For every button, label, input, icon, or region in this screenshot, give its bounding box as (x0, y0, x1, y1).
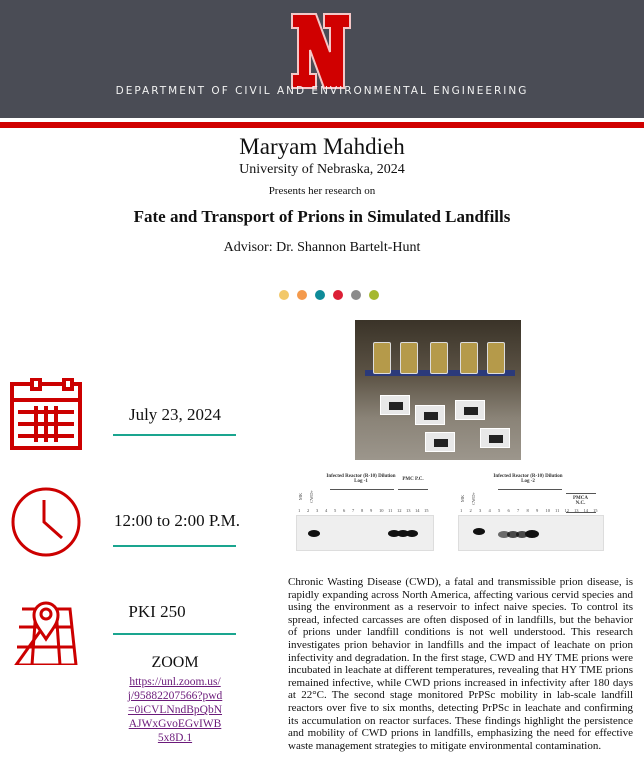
decorative-dot (333, 290, 343, 300)
lane-number: 15 (424, 508, 429, 513)
lane-number: 6 (343, 508, 346, 513)
map-location-icon (14, 595, 78, 665)
zoom-link[interactable]: https://unl.zoom.us/j/95882207566?pwd=0iCVLNndBpQbNAJWxGvoEGvIWB5x8D.1 (127, 676, 223, 744)
talk-title: Fate and Transport of Prions in Simulated Landfills (133, 207, 511, 226)
lane-name: CWD+ (471, 491, 477, 506)
lane-number: 9 (370, 508, 373, 513)
lane-number: 7 (352, 508, 355, 513)
decorative-dot (369, 290, 379, 300)
blot-group-label: Infected Reactor (R-10) Dilution Log -1 (326, 474, 396, 484)
lane-number: 13 (406, 508, 411, 513)
lane-number: 15 (593, 508, 598, 513)
lane-number: 14 (415, 508, 420, 513)
university: University of Nebraska, 2024 (239, 162, 405, 177)
lane-number: 10 (545, 508, 550, 513)
blot-group-label: Infected Reactor (R-10) Dilution Log -2 (493, 474, 563, 484)
lane-number: 14 (583, 508, 588, 513)
lane-number: 3 (479, 508, 482, 513)
date-underline (113, 434, 236, 436)
lane-name: MK (460, 494, 466, 503)
lane-number: 5 (498, 508, 501, 513)
lane-number: 4 (325, 508, 328, 513)
red-divider (0, 122, 644, 128)
lane-number: 8 (526, 508, 529, 513)
lane-name: CWD+ (309, 489, 315, 504)
lane-number: 12 (564, 508, 569, 513)
department-name: DEPARTMENT OF CIVIL AND ENVIRONMENTAL ENGINEERING (115, 85, 529, 97)
decorative-dot (297, 290, 307, 300)
event-date: July 23, 2024 (128, 405, 222, 424)
lane-number: 1 (460, 508, 463, 513)
advisor: Advisor: Dr. Shannon Bartelt-Hunt (223, 240, 421, 255)
decorative-dot (351, 290, 361, 300)
lane-number: 12 (397, 508, 402, 513)
event-location: PKI 250 (128, 602, 186, 621)
lane-number: 11 (388, 508, 393, 513)
western-blot-1 (296, 474, 436, 554)
calendar-icon (10, 378, 82, 450)
lane-number: 13 (574, 508, 579, 513)
decorative-dot (315, 290, 325, 300)
lane-number: 7 (517, 508, 520, 513)
presenter-name: Maryam Mahdieh (239, 134, 405, 159)
lane-number: 11 (555, 508, 560, 513)
event-time: 12:00 to 2:00 P.M. (113, 511, 241, 530)
lane-number: 4 (488, 508, 491, 513)
blot-side-label: PMCA N.C. (573, 496, 588, 506)
zoom-label: ZOOM (151, 654, 199, 671)
decorative-dots (279, 290, 379, 300)
lane-name: MK (298, 492, 304, 501)
research-abstract: Chronic Wasting Disease (CWD), a fatal and transmissible prion disease, is rapidly expanding across North America, affecting various cervid species and using the environment as a reservoir to infect naive species. To control its spread, infected carcasses are often disposed of in landfills, but the behavior of prions under landfill conditions is not well understood. This research investigates prion behavior in landfills and the impact of leachate on prion infectivity and degradation. In the first stage, CWD and HY TME prions were incubated in leachate at different temperatures, revealing that HY TME prions remained infective, while CWD prions increased in infectivity after 180 days at 22°C. The second stage monitored PrPSc mobility in lab-scale landfill reactors over five to six months, detecting PrPSc in leachate and confirming its accumulation on reactor surfaces. These findings highlight the persistence and mobility of CWD prions in landfills, emphasizing the need for effective waste management strategies to mitigate environmental contamination. (288, 576, 633, 752)
blot-side-label: PMC P.C. (402, 477, 424, 482)
lane-number: 2 (307, 508, 310, 513)
lane-number: 5 (334, 508, 337, 513)
location-underline (113, 633, 236, 635)
lane-number: 8 (361, 508, 364, 513)
presents-text: Presents her research on (268, 185, 376, 197)
landfill-reactor-photo (355, 320, 521, 460)
clock-icon (10, 486, 82, 558)
lane-number: 3 (316, 508, 319, 513)
nebraska-n-logo (290, 12, 352, 90)
lane-number: 10 (379, 508, 384, 513)
lane-number: 6 (507, 508, 510, 513)
time-underline (113, 545, 236, 547)
lane-number: 9 (536, 508, 539, 513)
lane-number: 2 (469, 508, 472, 513)
western-blot-2 (458, 474, 608, 554)
lane-number: 1 (298, 508, 301, 513)
decorative-dot (279, 290, 289, 300)
